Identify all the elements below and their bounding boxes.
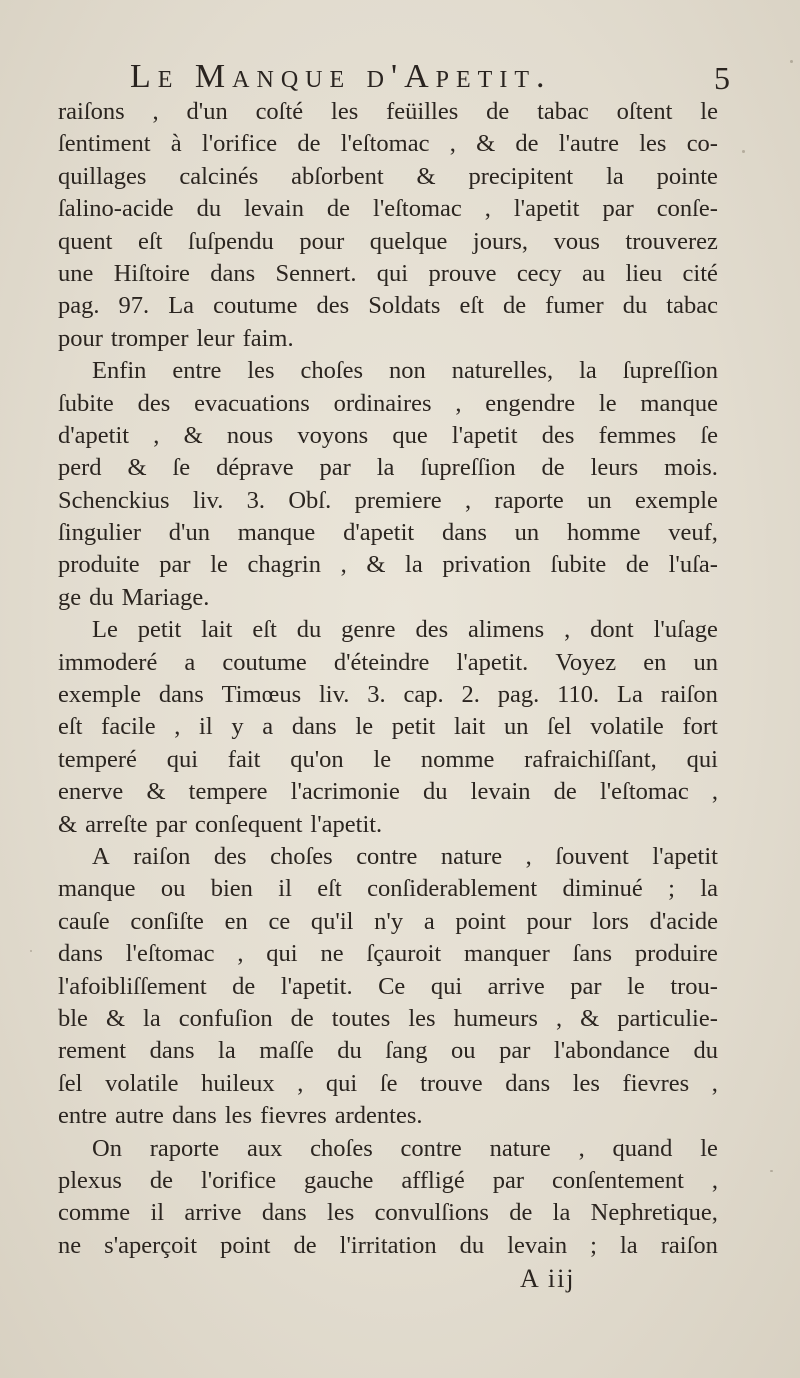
text-line: une Hiſtoire dans Sennert. qui prouve cecy au lieu cité	[58, 259, 718, 287]
text-line: On raporte aux choſes contre nature , quand le	[92, 1134, 718, 1162]
text-line: entre autre dans les fievres ardentes.	[58, 1102, 423, 1130]
text-line: A raiſon des choſes contre nature , ſouvent l'apetit	[92, 842, 718, 870]
text-line: l'afoibliſſement de l'apetit. Ce qui arrive par le trou-	[58, 972, 718, 1000]
text-line: quillages calcinés abſorbent & precipitent la pointe	[58, 162, 718, 190]
text-line: Le petit lait eſt du genre des alimens , dont l'uſage	[92, 616, 718, 644]
text-line: exemple dans Timœus liv. 3. cap. 2. pag. 110. La raiſon	[58, 681, 718, 709]
text-line: pag. 97. La coutume des Soldats eſt de fumer du tabac	[58, 292, 718, 320]
text-line: Enfin entre les choſes non naturelles, la ſupreſſion	[92, 357, 718, 385]
text-line: Schenckius liv. 3. Obſ. premiere , raporte un exemple	[58, 486, 718, 514]
running-title: Le Manque d'Apetit.	[130, 58, 552, 95]
text-line: raiſons , d'un coſté les feüilles de tabac oſtent le	[58, 98, 718, 125]
text-line: ne s'aperçoit point de l'irritation du levain ; la raiſon	[58, 1231, 718, 1259]
text-line: quent eſt ſuſpendu pour quelque jours, vous trouverez	[58, 227, 718, 255]
paper-speck	[30, 950, 32, 952]
text-line: d'apetit , & nous voyons que l'apetit des femmes ſe	[58, 421, 718, 449]
text-line: & arreſte par conſequent l'apetit.	[58, 810, 383, 838]
text-line: manque ou bien il eſt conſiderablement diminué ; la	[58, 875, 718, 903]
text-line: plexus de l'orifice gauche affligé par conſentement ,	[58, 1166, 718, 1194]
signature-mark: A iij	[520, 1264, 576, 1293]
text-line: pour tromper leur faim.	[58, 324, 294, 352]
page-number: 5	[714, 60, 730, 96]
text-line: temperé qui fait qu'on le nomme rafraichiſſant, qui	[58, 745, 718, 773]
text-line: produite par le chagrin , & la privation ſubite de l'uſa-	[58, 551, 718, 579]
text-line: immoderé a coutume d'éteindre l'apetit. Voyez en un	[58, 648, 718, 676]
paper-speck	[790, 60, 793, 63]
text-line: enerve & tempere l'acrimonie du levain de l'eſtomac ,	[58, 778, 718, 806]
text-line: ge du Mariage.	[58, 583, 210, 611]
paper-speck	[770, 1170, 773, 1172]
text-line: ſubite des evacuations ordinaires , engendre le manque	[58, 389, 718, 417]
text-line: dans l'eſtomac , qui ne ſçauroit manquer ſans produire	[58, 940, 718, 968]
text-line: ſingulier d'un manque d'apetit dans un homme veuf,	[58, 519, 718, 547]
text-line: ſel volatile huileux , qui ſe trouve dans les fievres ,	[58, 1069, 718, 1097]
text-line: ble & la confuſion de toutes les humeurs , & particulie-	[58, 1004, 718, 1032]
paper-speck	[742, 150, 745, 153]
text-line: ſalino-acide du levain de l'eſtomac , l'apetit par conſe-	[58, 195, 718, 223]
text-line: perd & ſe déprave par la ſupreſſion de leurs mois.	[58, 454, 718, 482]
text-line: rement dans la maſſe du ſang ou par l'abondance du	[58, 1037, 718, 1065]
text-line: ſentiment à l'orifice de l'eſtomac , & de l'autre les co-	[58, 130, 718, 158]
text-line: cauſe conſiſte en ce qu'il n'y a point pour lors d'acide	[58, 907, 718, 935]
text-line: eſt facile , il y a dans le petit lait un ſel volatile fort	[58, 713, 718, 741]
body-text	[58, 96, 718, 1262]
text-line: comme il arrive dans les convulſions de la Nephretique,	[58, 1199, 718, 1227]
